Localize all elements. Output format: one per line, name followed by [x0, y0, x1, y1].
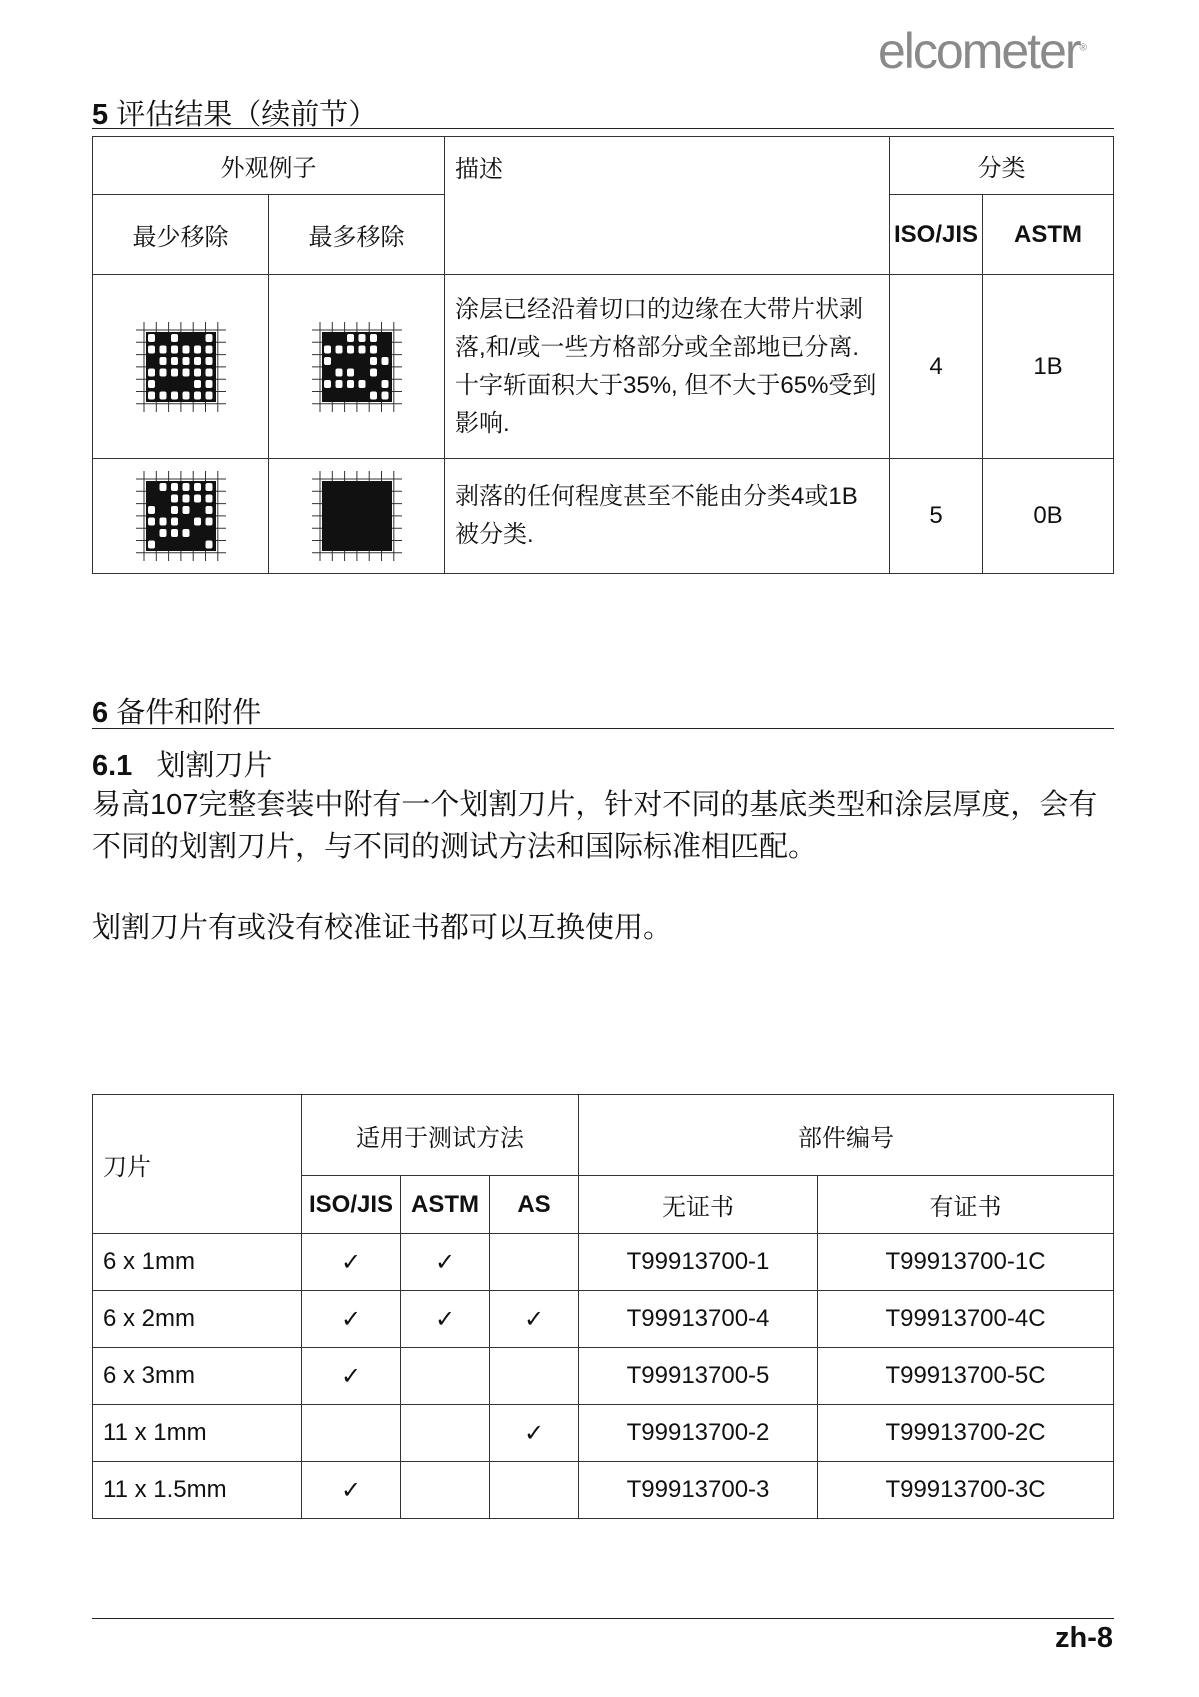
header-astm: ASTM — [983, 195, 1114, 275]
subsection-title: 划割刀片 — [156, 750, 273, 782]
part-number-nocert: T99913700-3 — [579, 1462, 818, 1519]
check-icon: ✓ — [434, 1305, 456, 1333]
table-row — [93, 1462, 1114, 1519]
astm-cell — [401, 1348, 490, 1405]
table-row — [93, 1405, 1114, 1462]
part-number-nocert: T99913700-1 — [579, 1234, 818, 1291]
iso-cell — [302, 1348, 401, 1405]
as-cell — [490, 1348, 579, 1405]
header-max: 最多移除 — [269, 195, 445, 275]
section-title: 评估结果（续前节） — [116, 99, 378, 131]
iso-cell — [302, 1405, 401, 1462]
table-row — [93, 1348, 1114, 1405]
as-cell — [490, 1405, 579, 1462]
part-number-cert: T99913700-2C — [818, 1405, 1114, 1462]
header-iso: ISO/JIS — [890, 195, 983, 275]
astm-class: 1B — [983, 275, 1114, 459]
part-number-cert: T99913700-1C — [818, 1234, 1114, 1291]
blade-table — [92, 1094, 1114, 1519]
classification-table — [92, 136, 1114, 574]
part-number-cert: T99913700-4C — [818, 1291, 1114, 1348]
section-5-heading — [92, 92, 377, 133]
description: 涂层已经沿着切口的边缘在大带片状剥落,和/或一些方格部分或全部地已分离.十字斩面积大于35%, 但不大于65%受到影响. — [445, 275, 890, 459]
header-min: 最少移除 — [93, 195, 269, 275]
part-number-nocert: T99913700-2 — [579, 1405, 818, 1462]
iso-cell — [302, 1234, 401, 1291]
astm-cell — [401, 1234, 490, 1291]
description: 剥落的任何程度甚至不能由分类4或1B被分类. — [445, 459, 890, 574]
header-blade: 刀片 — [93, 1095, 302, 1234]
header-method: 适用于测试方法 — [302, 1095, 579, 1176]
section-number: 6 — [92, 697, 109, 729]
subsection-heading — [92, 743, 273, 784]
grid-min-icon — [93, 459, 269, 574]
table-row — [93, 1234, 1114, 1291]
divider — [92, 128, 1114, 129]
header-as: AS — [490, 1176, 579, 1234]
part-number-cert: T99913700-5C — [818, 1348, 1114, 1405]
astm-cell — [401, 1405, 490, 1462]
check-icon: ✓ — [340, 1305, 362, 1333]
blade-size: 11 x 1mm — [93, 1405, 302, 1462]
blade-size: 6 x 2mm — [93, 1291, 302, 1348]
header-nocert: 无证书 — [579, 1176, 818, 1234]
header-class: 分类 — [890, 137, 1114, 195]
iso-cell — [302, 1291, 401, 1348]
astm-cell — [401, 1291, 490, 1348]
check-icon: ✓ — [434, 1248, 456, 1276]
table-row — [93, 459, 1114, 574]
grid-max-icon — [269, 275, 445, 459]
paragraph: 易高107完整套装中附有一个划割刀片，针对不同的基底类型和涂层厚度，会有不同的划割刀片，与不同的测试方法和国际标准相匹配。 — [92, 789, 1098, 863]
footer-divider — [92, 1618, 1114, 1619]
astm-cell — [401, 1462, 490, 1519]
header-description: 描述 — [445, 137, 890, 275]
iso-cell — [302, 1462, 401, 1519]
header-astm: ASTM — [401, 1176, 490, 1234]
header-iso: ISO/JIS — [302, 1176, 401, 1234]
check-icon: ✓ — [523, 1305, 545, 1333]
iso-class: 4 — [890, 275, 983, 459]
as-cell — [490, 1291, 579, 1348]
grid-min-icon — [93, 275, 269, 459]
section-6-heading — [92, 690, 261, 731]
section-number: 5 — [92, 99, 109, 131]
elcometer-logo: elcometer® — [878, 23, 1087, 79]
part-number-nocert: T99913700-5 — [579, 1348, 818, 1405]
section-title: 备件和附件 — [116, 697, 262, 729]
part-number-nocert: T99913700-4 — [579, 1291, 818, 1348]
page-number: zh-8 — [1055, 1622, 1113, 1654]
check-icon: ✓ — [340, 1362, 362, 1390]
header-appearance: 外观例子 — [93, 137, 445, 195]
blade-size: 6 x 3mm — [93, 1348, 302, 1405]
subsection-number: 6.1 — [92, 750, 133, 782]
grid-max-icon — [269, 459, 445, 574]
table-row — [93, 275, 1114, 459]
blade-size: 11 x 1.5mm — [93, 1462, 302, 1519]
check-icon: ✓ — [340, 1248, 362, 1276]
iso-class: 5 — [890, 459, 983, 574]
astm-class: 0B — [983, 459, 1114, 574]
divider — [92, 728, 1114, 729]
paragraph: 划割刀片有或没有校准证书都可以互换使用。 — [92, 912, 673, 944]
as-cell — [490, 1462, 579, 1519]
as-cell — [490, 1234, 579, 1291]
part-number-cert: T99913700-3C — [818, 1462, 1114, 1519]
header-cert: 有证书 — [818, 1176, 1114, 1234]
blade-size: 6 x 1mm — [93, 1234, 302, 1291]
check-icon: ✓ — [523, 1419, 545, 1447]
header-part: 部件编号 — [579, 1095, 1114, 1176]
check-icon: ✓ — [340, 1476, 362, 1504]
table-row — [93, 1291, 1114, 1348]
